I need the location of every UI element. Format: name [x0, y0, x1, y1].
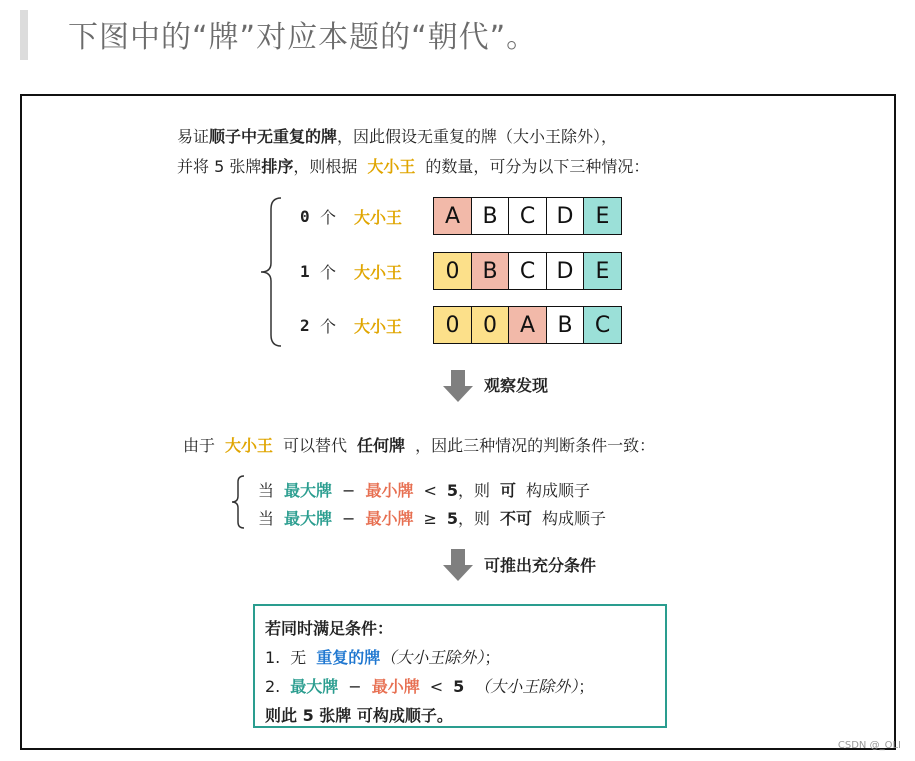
- down-arrow-icon: [443, 549, 473, 583]
- card: 0: [471, 306, 510, 344]
- min-card-label: 最小牌: [365, 509, 414, 528]
- intro-bold: 排序: [261, 157, 294, 176]
- item-number: 1.: [265, 648, 281, 667]
- intro-text: ，则根据: [293, 157, 358, 176]
- middle-text: 可以替代: [283, 436, 348, 455]
- card: E: [583, 197, 622, 235]
- condition-line-2: [258, 506, 606, 529]
- joker-label: 大小王: [225, 436, 274, 455]
- quote-bar: [20, 10, 28, 60]
- joker-label: 大小王: [354, 262, 403, 282]
- joker-count: 2: [300, 315, 310, 335]
- summary-item-1: [265, 645, 500, 668]
- card: A: [433, 197, 472, 235]
- max-card-label: 最大牌: [284, 509, 333, 528]
- cond-text: 构成顺子: [526, 481, 591, 500]
- down-arrow-icon: [443, 370, 473, 404]
- card: B: [471, 197, 510, 235]
- intro-line-1: [177, 124, 617, 147]
- card: 0: [433, 306, 472, 344]
- summary-item-2: [265, 674, 594, 697]
- number: 5: [446, 509, 458, 528]
- operator: <: [423, 481, 437, 500]
- intro-bold: 顺子中无重复的牌: [209, 127, 338, 146]
- item-number: 2.: [265, 677, 281, 696]
- max-card-label: 最大牌: [284, 481, 333, 500]
- cond-text: 当: [258, 509, 275, 528]
- number: 5: [446, 481, 458, 500]
- cond-text: ，则: [458, 509, 491, 528]
- case-row-0: [300, 197, 402, 235]
- card: E: [583, 252, 622, 290]
- page-title: 下图中的“牌”对应本题的“朝代”。: [68, 20, 538, 55]
- middle-text: ，因此三种情况的判断条件一致：: [415, 436, 656, 455]
- case-row-1: [300, 252, 402, 290]
- brace-small-icon: [228, 474, 248, 530]
- card: D: [546, 252, 585, 290]
- min-card-label: 最小牌: [365, 481, 414, 500]
- arrow-label: 可推出充分条件: [484, 556, 597, 575]
- middle-text: 由于: [183, 436, 216, 455]
- joker-label: 大小王: [367, 157, 416, 176]
- minus-sign: −: [342, 509, 356, 528]
- summary-note: （大小王除外）: [380, 648, 485, 667]
- card: C: [508, 252, 547, 290]
- count-unit: 个: [320, 262, 337, 282]
- intro-text: 并将 5 张牌: [177, 157, 262, 176]
- intro-text: 易证: [177, 127, 210, 146]
- duplicate-label: 重复的牌: [316, 648, 381, 667]
- case-row-2: [300, 306, 402, 344]
- card: C: [508, 197, 547, 235]
- card: A: [508, 306, 547, 344]
- operator: ≥: [423, 509, 437, 528]
- intro-line-2: [177, 154, 649, 177]
- verdict: 不可: [500, 509, 533, 528]
- watermark: CSDN @_OLI: [837, 740, 901, 751]
- card-group-0: [433, 197, 622, 235]
- summary-conclusion: 则此 5 张牌 可构成顺子。: [265, 706, 453, 725]
- intro-text: ，因此假设无重复的牌（大小王除外），: [337, 127, 618, 146]
- card: C: [583, 306, 622, 344]
- minus-sign: −: [348, 677, 362, 696]
- cond-text: 当: [258, 481, 275, 500]
- card-group-1: [433, 252, 622, 290]
- arrow-label: 观察发现: [484, 376, 549, 395]
- brace-icon: [255, 195, 285, 350]
- cond-text: ，则: [458, 481, 491, 500]
- card: 0: [433, 252, 472, 290]
- summary-text: ；: [484, 648, 501, 667]
- summary-text: 无: [290, 648, 307, 667]
- joker-count: 1: [300, 261, 310, 281]
- card-group-2: [433, 306, 622, 344]
- max-card-label: 最大牌: [290, 677, 339, 696]
- count-unit: 个: [320, 207, 337, 227]
- card: B: [546, 306, 585, 344]
- joker-label: 大小王: [354, 207, 403, 227]
- middle-sentence: [183, 433, 655, 456]
- number: 5: [453, 677, 465, 696]
- count-unit: 个: [320, 316, 337, 336]
- summary-heading: 若同时满足条件：: [265, 619, 394, 638]
- verdict: 可: [500, 481, 517, 500]
- middle-bold: 任何牌: [357, 436, 406, 455]
- intro-text: 的数量，可分为以下三种情况：: [425, 157, 650, 176]
- joker-label: 大小王: [354, 316, 403, 336]
- operator: <: [429, 677, 444, 696]
- summary-text: ；: [578, 677, 595, 696]
- condition-line-1: [258, 478, 590, 501]
- joker-count: 0: [300, 206, 310, 226]
- summary-note: （大小王除外）: [474, 677, 579, 696]
- min-card-label: 最小牌: [371, 677, 420, 696]
- card: D: [546, 197, 585, 235]
- minus-sign: −: [342, 481, 356, 500]
- cond-text: 构成顺子: [542, 509, 607, 528]
- card: B: [471, 252, 510, 290]
